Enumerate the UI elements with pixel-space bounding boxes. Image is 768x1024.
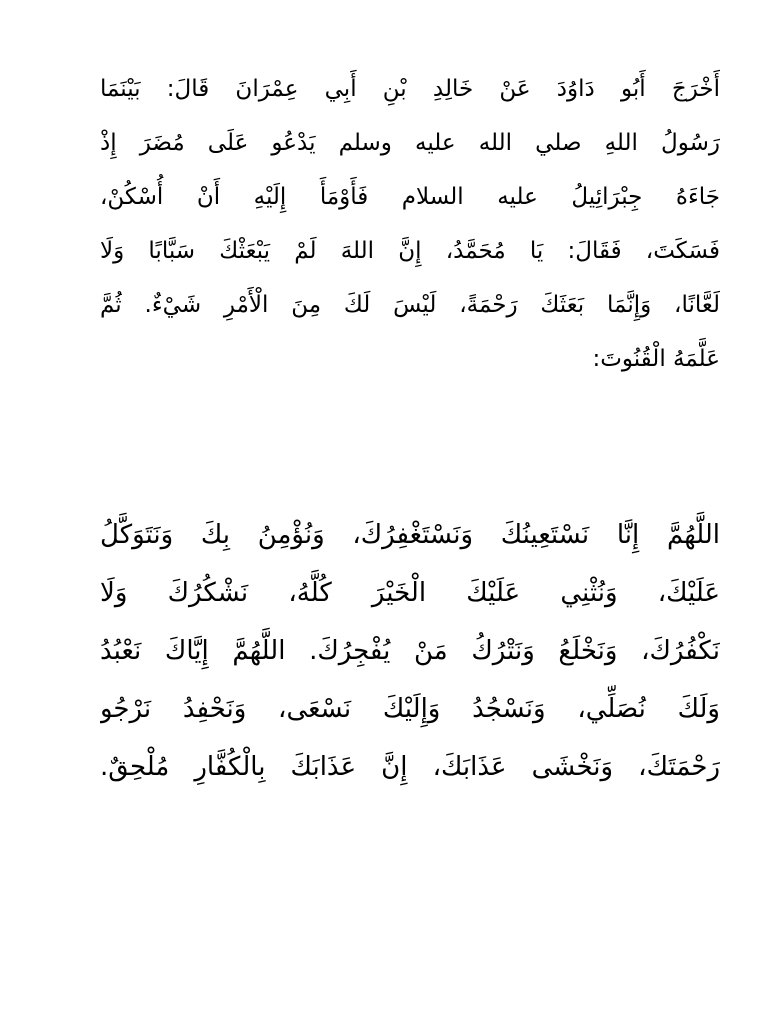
text-line: نَكْفُرُكَ، وَنَخْلَعُ وَنَتْرُكُ مَنْ يُفْجِرُكَ. اللَّهُمَّ إِيَّاكَ نَعْبُدُ [100,636,720,666]
text-line: جَاءَهُ جِبْرَائِيلُ عليه السلام فَأَوْمَأَ إِلَيْهِ أَنْ أُسْكُنْ، [100,184,720,210]
text-line: لَعَّانًا، وَإِنَّمَا بَعَثَكَ رَحْمَةً، لَيْسَ لَكَ مِنَ الْأَمْرِ شَيْءٌ. ثُمَّ [100,292,720,318]
text-line: رَحْمَتَكَ، وَنَخْشَى عَذَابَكَ، إِنَّ عَذَابَكَ بِالْكُفَّارِ مُلْحِقٌ. [100,752,720,782]
text-line: عَلَّمَهُ الْقُنُوتَ: [592,346,720,372]
hadith-narration-paragraph [100,62,720,386]
text-line: رَسُولُ اللهِ صلي الله عليه وسلم يَدْعُو عَلَى مُضَرَ إِذْ [100,130,720,156]
text-line: أَخْرَجَ أَبُو دَاوُدَ عَنْ خَالِدِ بْنِ أَبِي عِمْرَانَ قَالَ: بَيْنَمَا [100,76,720,102]
text-line: فَسَكَتَ، فَقَالَ: يَا مُحَمَّدُ، إِنَّ اللهَ لَمْ يَبْعَثْكَ سَبَّابًا وَلَا [100,238,720,264]
text-line: عَلَيْكَ، وَنُثْنِي عَلَيْكَ الْخَيْرَ كُلَّهُ، نَشْكُرُكَ وَلَا [100,578,720,608]
qunut-supplication-paragraph [100,506,720,796]
text-line: اللَّهُمَّ إِنَّا نَسْتَعِينُكَ وَنَسْتَغْفِرُكَ، وَنُؤْمِنُ بِكَ وَنَتَوَكَّلُ [100,520,720,550]
text-line: وَلَكَ نُصَلِّي، وَنَسْجُدُ وَإِلَيْكَ نَسْعَى، وَنَحْفِدُ نَرْجُو [100,694,720,724]
